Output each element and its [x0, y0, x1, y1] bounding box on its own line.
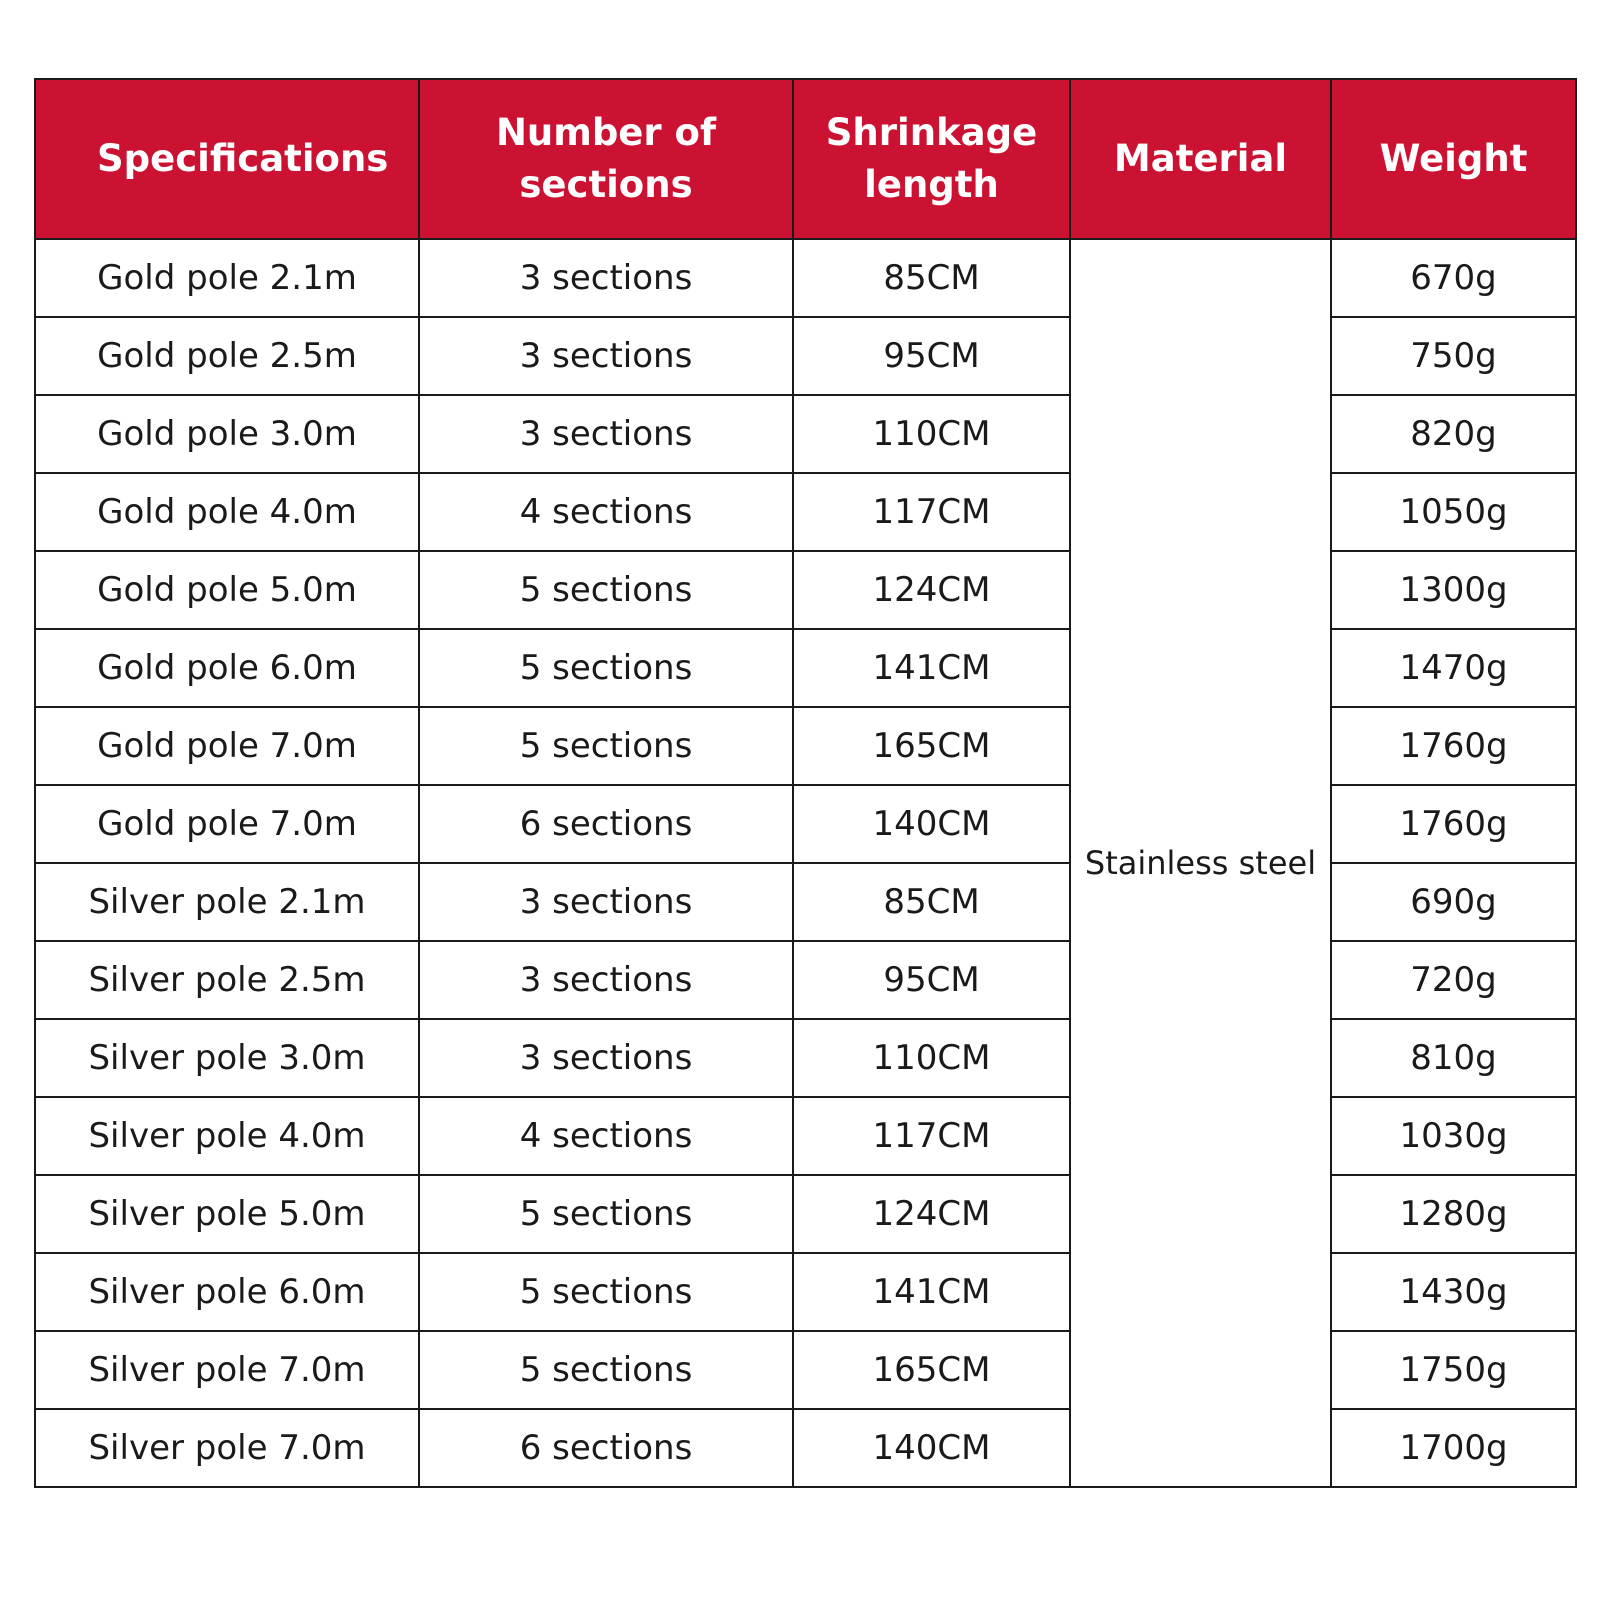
spec-cell: Silver pole 7.0m: [35, 1409, 419, 1487]
sections-cell: 3 sections: [419, 239, 793, 317]
weight-cell: 670g: [1331, 239, 1576, 317]
length-cell: 110CM: [793, 395, 1070, 473]
weight-cell: 1300g: [1331, 551, 1576, 629]
spec-cell: Gold pole 4.0m: [35, 473, 419, 551]
spec-cell: Gold pole 7.0m: [35, 785, 419, 863]
table-row: [35, 1331, 1576, 1409]
length-cell: 110CM: [793, 1019, 1070, 1097]
sections-cell: 5 sections: [419, 1331, 793, 1409]
table-row: [35, 1175, 1576, 1253]
header-weight: [1331, 79, 1576, 239]
weight-cell: 750g: [1331, 317, 1576, 395]
header-specifications: [35, 79, 419, 239]
length-cell: 141CM: [793, 1253, 1070, 1331]
table-row: [35, 551, 1576, 629]
header-row: [35, 79, 1576, 239]
header-sections: [419, 79, 793, 239]
spec-cell: Gold pole 6.0m: [35, 629, 419, 707]
table-row: [35, 863, 1576, 941]
table-row: [35, 1097, 1576, 1175]
weight-cell: 1430g: [1331, 1253, 1576, 1331]
length-cell: 124CM: [793, 551, 1070, 629]
weight-cell: 1750g: [1331, 1331, 1576, 1409]
sections-cell: 3 sections: [419, 317, 793, 395]
sections-cell: 3 sections: [419, 941, 793, 1019]
table-row: [35, 395, 1576, 473]
spec-table: [34, 78, 1577, 1488]
table-row: [35, 629, 1576, 707]
table-row: [35, 707, 1576, 785]
sections-cell: 5 sections: [419, 1253, 793, 1331]
weight-cell: 1030g: [1331, 1097, 1576, 1175]
spec-cell: Silver pole 5.0m: [35, 1175, 419, 1253]
sections-cell: 6 sections: [419, 1409, 793, 1487]
spec-cell: Silver pole 7.0m: [35, 1331, 419, 1409]
length-cell: 85CM: [793, 239, 1070, 317]
header-material-label: Material: [1113, 137, 1288, 180]
table-row: [35, 239, 1576, 317]
header-length: [793, 79, 1070, 239]
length-cell: 165CM: [793, 1331, 1070, 1409]
header-sections-label: Number of sections: [495, 111, 717, 206]
weight-cell: 820g: [1331, 395, 1576, 473]
spec-cell: Gold pole 2.5m: [35, 317, 419, 395]
spec-cell: Silver pole 2.1m: [35, 863, 419, 941]
spec-cell: Gold pole 5.0m: [35, 551, 419, 629]
sections-cell: 4 sections: [419, 1097, 793, 1175]
weight-cell: 720g: [1331, 941, 1576, 1019]
sections-cell: 5 sections: [419, 551, 793, 629]
length-cell: 95CM: [793, 941, 1070, 1019]
table-row: [35, 473, 1576, 551]
spec-cell: Gold pole 3.0m: [35, 395, 419, 473]
header-weight-label: Weight: [1379, 137, 1528, 180]
weight-cell: 1470g: [1331, 629, 1576, 707]
sections-cell: 5 sections: [419, 707, 793, 785]
weight-cell: 1760g: [1331, 785, 1576, 863]
header-specifications-label: Specifications: [97, 137, 389, 180]
weight-cell: 810g: [1331, 1019, 1576, 1097]
spec-cell: Silver pole 4.0m: [35, 1097, 419, 1175]
length-cell: 140CM: [793, 785, 1070, 863]
sections-cell: 5 sections: [419, 629, 793, 707]
spec-cell: Silver pole 3.0m: [35, 1019, 419, 1097]
table-row: [35, 1019, 1576, 1097]
length-cell: 124CM: [793, 1175, 1070, 1253]
sections-cell: 3 sections: [419, 1019, 793, 1097]
length-cell: 95CM: [793, 317, 1070, 395]
sections-cell: 6 sections: [419, 785, 793, 863]
table-row: [35, 785, 1576, 863]
spec-cell: Silver pole 2.5m: [35, 941, 419, 1019]
weight-cell: 690g: [1331, 863, 1576, 941]
length-cell: 117CM: [793, 1097, 1070, 1175]
length-cell: 165CM: [793, 707, 1070, 785]
sections-cell: 3 sections: [419, 395, 793, 473]
table-body: [35, 239, 1576, 1487]
sections-cell: 4 sections: [419, 473, 793, 551]
table-row: [35, 317, 1576, 395]
length-cell: 85CM: [793, 863, 1070, 941]
length-cell: 117CM: [793, 473, 1070, 551]
weight-cell: 1760g: [1331, 707, 1576, 785]
length-cell: 141CM: [793, 629, 1070, 707]
weight-cell: 1700g: [1331, 1409, 1576, 1487]
table-row: [35, 1409, 1576, 1487]
table-header: [35, 79, 1576, 239]
sections-cell: 5 sections: [419, 1175, 793, 1253]
table-row: [35, 941, 1576, 1019]
spec-cell: Gold pole 2.1m: [35, 239, 419, 317]
length-cell: 140CM: [793, 1409, 1070, 1487]
sections-cell: 3 sections: [419, 863, 793, 941]
table-row: [35, 1253, 1576, 1331]
weight-cell: 1050g: [1331, 473, 1576, 551]
header-material: [1070, 79, 1331, 239]
header-length-label: Shrinkage length: [825, 111, 1038, 206]
spec-cell: Silver pole 6.0m: [35, 1253, 419, 1331]
material-cell: Stainless steel: [1070, 239, 1331, 1487]
spec-cell: Gold pole 7.0m: [35, 707, 419, 785]
weight-cell: 1280g: [1331, 1175, 1576, 1253]
